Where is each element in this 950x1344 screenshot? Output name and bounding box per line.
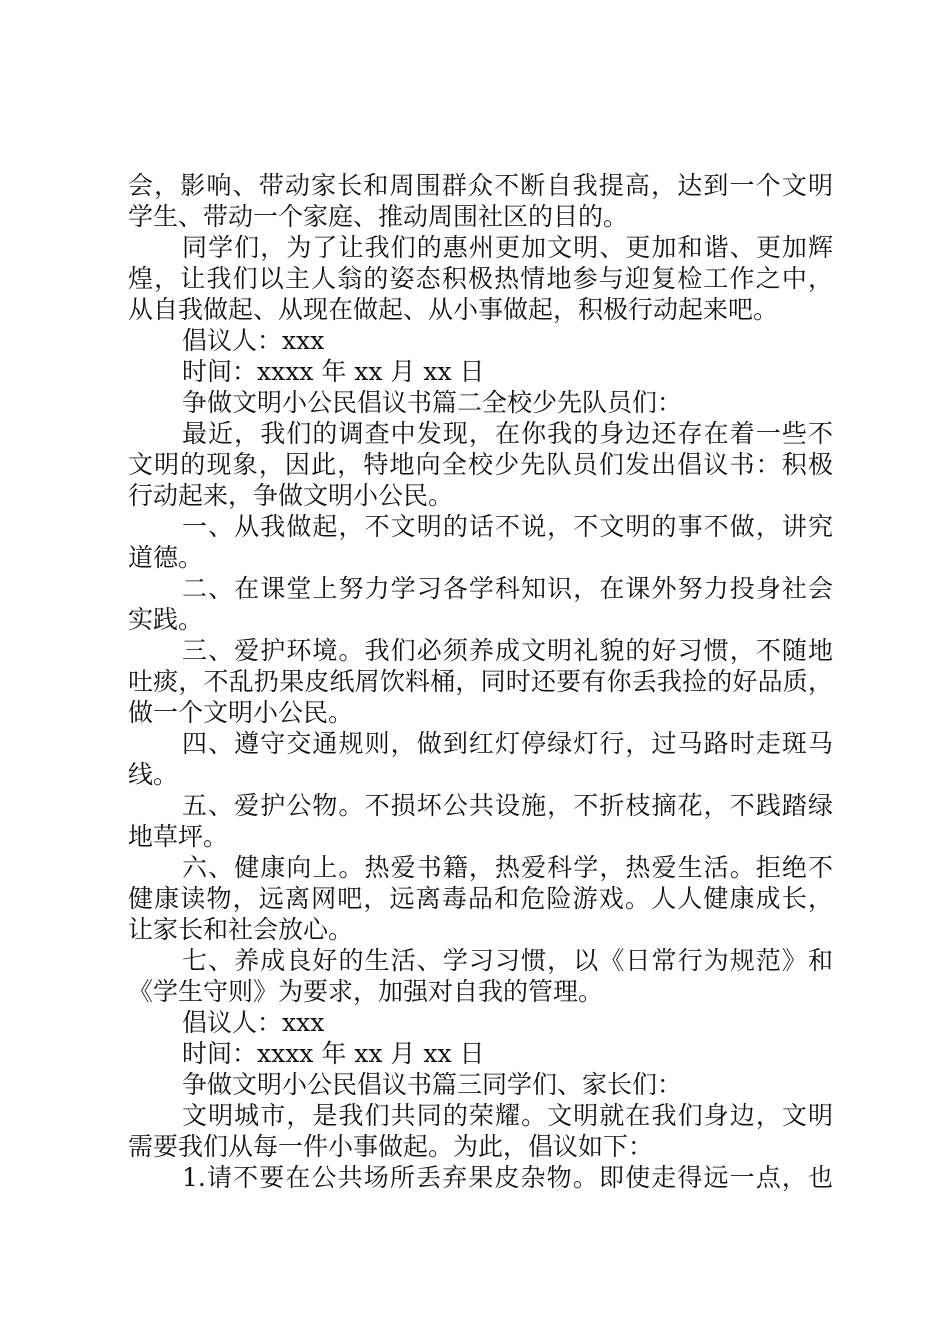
text-line: 二、在课堂上努力学习各学科知识，在课外努力投身社会 (182, 574, 833, 603)
text-line: 最近，我们的调查中发现，在你我的身边还存在着一些不 (182, 419, 833, 448)
text-line: 煌，让我们以主人翁的姿态积极热情地参与迎复检工作之中， (128, 264, 833, 293)
text-line: 健康读物，远离网吧，远离毒品和危险游戏。人人健康成长， (128, 884, 833, 913)
text-line: 同学们，为了让我们的惠州更加文明、更加和谐、更加辉 (182, 233, 833, 262)
text-line: 五、爱护公物。不损坏公共设施，不折枝摘花，不践踏绿 (182, 791, 833, 820)
text-line: 七、养成良好的生活、学习习惯，以《日常行为规范》和 (182, 946, 833, 975)
text-line: 《学生守则》为要求，加强对自我的管理。 (128, 977, 604, 1006)
text-line: 时间：xxxx 年 xx 月 xx 日 (182, 1039, 485, 1068)
text-line: 时间：xxxx 年 xx 月 xx 日 (182, 357, 485, 386)
text-line: 做一个文明小公民。 (128, 698, 354, 727)
text-line: 吐痰，不乱扔果皮纸屑饮料桶，同时还要有你丢我捡的好品质， (128, 667, 833, 696)
text-line: 从自我做起、从现在做起、从小事做起，积极行动起来吧。 (128, 295, 779, 324)
text-line: 倡议人：xxx (182, 1008, 325, 1037)
text-line: 1.请不要在公共场所丢弃果皮杂物。即使走得远一点，也 (182, 1163, 833, 1192)
text-line: 道德。 (128, 543, 204, 572)
text-line: 会，影响、带动家长和周围群众不断自我提高，达到一个文明 (128, 171, 833, 200)
text-line: 实践。 (128, 605, 204, 634)
text-line: 地草坪。 (128, 822, 229, 851)
text-line: 文明城市，是我们共同的荣耀。文明就在我们身边，文明 (182, 1101, 833, 1130)
text-line: 学生、带动一个家庭、推动周围社区的目的。 (128, 202, 629, 231)
text-line: 倡议人：xxx (182, 326, 325, 355)
text-line: 六、健康向上。热爱书籍，热爱科学，热爱生活。拒绝不 (182, 853, 833, 882)
document-body (128, 170, 833, 1193)
text-line: 三、爱护环境。我们必须养成文明礼貌的好习惯，不随地 (182, 636, 833, 665)
text-line: 四、遵守交通规则，做到红灯停绿灯行，过马路时走斑马 (182, 729, 833, 758)
text-line: 争做文明小公民倡议书篇三同学们、家长们： (182, 1070, 683, 1099)
text-line: 争做文明小公民倡议书篇二全校少先队员们： (182, 388, 683, 417)
text-line: 需要我们从每一件小事做起。为此，倡议如下： (128, 1132, 654, 1161)
text-line: 文明的现象，因此，特地向全校少先队员们发出倡议书：积极 (128, 450, 833, 479)
text-line: 行动起来，争做文明小公民。 (128, 481, 454, 510)
text-line: 一、从我做起，不文明的话不说，不文明的事不做，讲究 (182, 512, 833, 541)
text-line: 线。 (128, 760, 179, 789)
text-line: 让家长和社会放心。 (128, 915, 354, 944)
